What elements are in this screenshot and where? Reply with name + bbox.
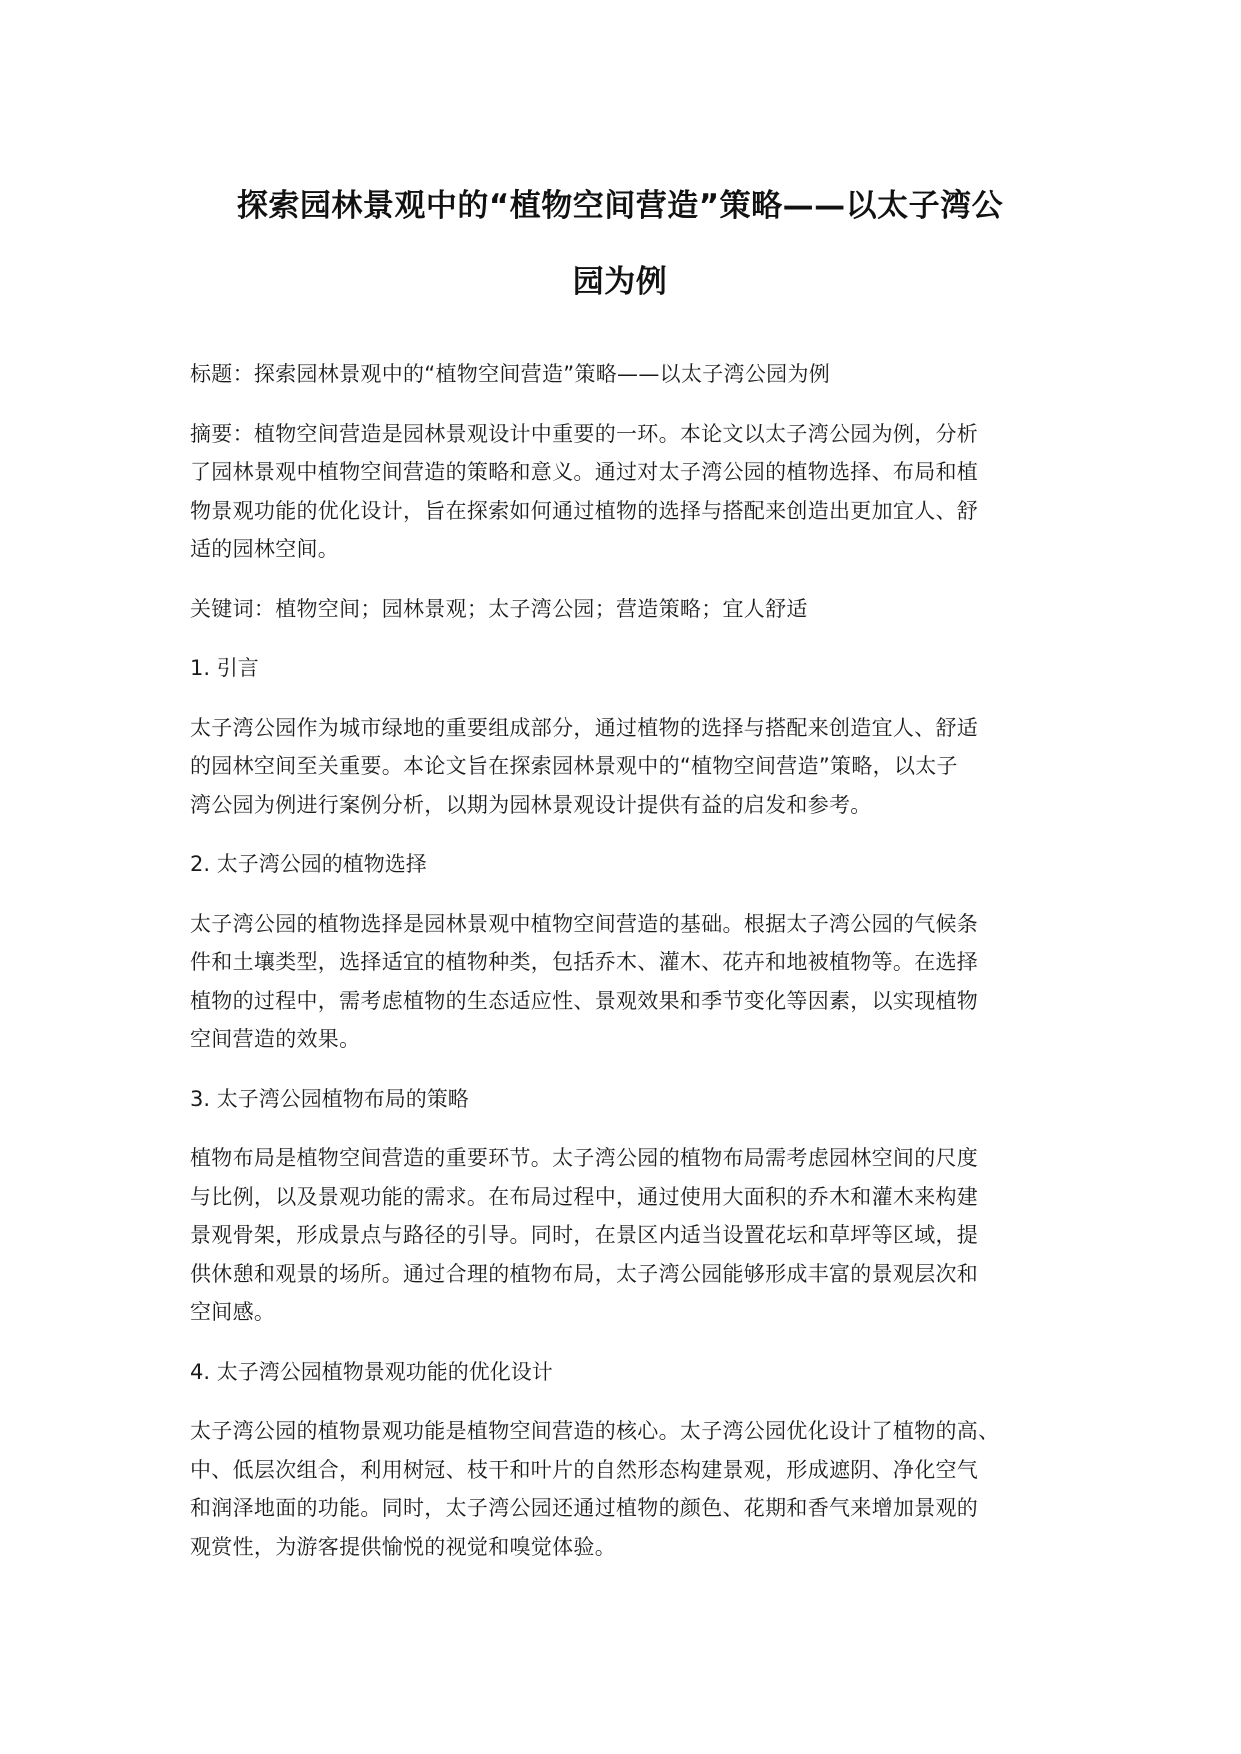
abstract-line: 了园林景观中植物空间营造的策略和意义。通过对太子湾公园的植物选择、布局和植 — [190, 460, 979, 484]
abstract-line: 物景观功能的优化设计，旨在探索如何通过植物的选择与搭配来创造出更加宜人、舒 — [190, 498, 979, 523]
section-heading: 4. 太子湾公园植物景观功能的优化设计 — [190, 1359, 553, 1384]
section-line: 太子湾公园的植物选择是园林景观中植物空间营造的基础。根据太子湾公园的气候条 — [190, 911, 979, 936]
section-heading: 3. 太子湾公园植物布局的策略 — [190, 1086, 469, 1111]
section-line: 植物的过程中，需考虑植物的生态适应性、景观效果和季节变化等因素，以实现植物 — [190, 988, 979, 1013]
section-line: 中、低层次组合，利用树冠、枝干和叶片的自然形态构建景观，形成遮阴、净化空气 — [190, 1457, 979, 1482]
section-paragraph — [190, 709, 1070, 825]
section-line: 的园林空间至关重要。本论文旨在探索园林景观中的“植物空间营造”策略，以太子 — [190, 754, 958, 778]
meta-title: 标题：探索园林景观中的“植物空间营造”策略——以太子湾公园为例 — [190, 362, 831, 386]
abstract-line: 摘要：植物空间营造是园林景观设计中重要的一环。本论文以太子湾公园为例，分析 — [190, 421, 979, 446]
abstract-paragraph — [190, 415, 1070, 569]
title-line-1: 探索园林景观中的“植物空间营造”策略——以太子湾公 — [236, 188, 1004, 224]
section-line: 湾公园为例进行案例分析，以期为园林景观设计提供有益的启发和参考。 — [190, 792, 872, 817]
document-title — [190, 168, 1050, 320]
section-line: 件和土壤类型，选择适宜的植物种类，包括乔木、灌木、花卉和地被植物等。在选择 — [190, 950, 979, 974]
section-line: 太子湾公园作为城市绿地的重要组成部分，通过植物的选择与搭配来创造宜人、舒适 — [190, 715, 979, 740]
document-body — [190, 355, 1070, 1587]
section-line: 与比例，以及景观功能的需求。在布局过程中，通过使用大面积的乔木和灌木来构建 — [190, 1184, 979, 1209]
section-heading: 2. 太子湾公园的植物选择 — [190, 852, 427, 876]
section-paragraph — [190, 905, 1070, 1059]
section-heading: 1. 引言 — [190, 656, 259, 680]
meta-title-paragraph — [190, 355, 1070, 394]
section-line: 景观骨架，形成景点与路径的引导。同时，在景区内适当设置花坛和草坪等区域，提 — [190, 1223, 979, 1247]
section-line: 空间营造的效果。 — [190, 1027, 361, 1051]
section-line: 植物布局是植物空间营造的重要环节。太子湾公园的植物布局需考虑园林空间的尺度 — [190, 1146, 979, 1170]
section-paragraph — [190, 1412, 1070, 1566]
section-line: 太子湾公园的植物景观功能是植物空间营造的核心。太子湾公园优化设计了植物的高、 — [190, 1419, 1000, 1443]
section-paragraph — [190, 1139, 1070, 1332]
section-line: 和润泽地面的功能。同时，太子湾公园还通过植物的颜色、花期和香气来增加景观的 — [190, 1496, 979, 1520]
section-line: 供休憩和观景的场所。通过合理的植物布局，太子湾公园能够形成丰富的景观层次和 — [190, 1261, 979, 1286]
title-line-2: 园为例 — [572, 264, 668, 300]
abstract-line: 适的园林空间。 — [190, 537, 340, 561]
section-line: 观赏性，为游客提供愉悦的视觉和嗅觉体验。 — [190, 1534, 616, 1559]
section-line: 空间感。 — [190, 1300, 276, 1324]
keywords: 关键词：植物空间；园林景观；太子湾公园；营造策略；宜人舒适 — [190, 596, 808, 621]
keywords-paragraph — [190, 590, 1070, 629]
